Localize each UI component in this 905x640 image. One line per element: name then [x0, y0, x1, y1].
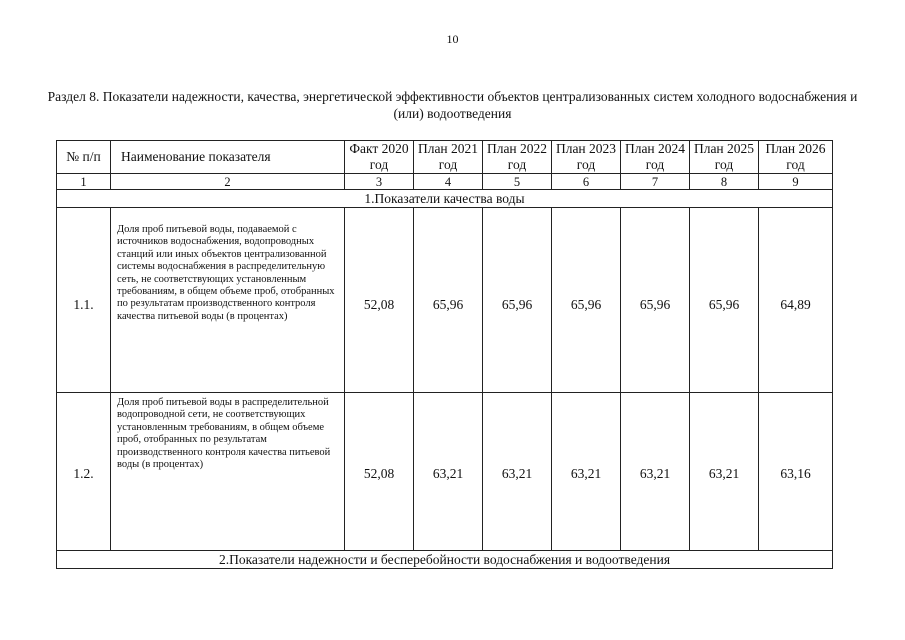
row-indicator-name: Доля проб питьевой воды, подаваемой с источников водоснабжения, водопроводных станций или иных объектов централизованной системы водоснабжения в распределительную сеть, не соответствующих установленным требованиям, в общем объеме проб, отобранных по результатам производственного контроля качества питьевой воды (в процентах) — [111, 208, 345, 393]
table-row — [57, 208, 833, 393]
group-row-reliability — [57, 551, 833, 569]
row-value: 65,96 — [483, 208, 552, 393]
column-number: 6 — [552, 174, 621, 190]
header-plan-2023: План 2023 год — [552, 141, 621, 174]
row-value: 52,08 — [345, 393, 414, 551]
row-value: 63,21 — [414, 393, 483, 551]
row-id: 1.2. — [57, 393, 111, 551]
row-value: 65,96 — [621, 208, 690, 393]
row-value: 65,96 — [552, 208, 621, 393]
header-indicator-name: Наименование показателя — [111, 141, 345, 174]
header-plan-2026: План 2026 год — [759, 141, 833, 174]
column-number: 9 — [759, 174, 833, 190]
group-row-water-quality — [57, 190, 833, 208]
section-title: Раздел 8. Показатели надежности, качества, энергетической эффективности объектов централизованных систем холодного водоснабжения и (или) водоотведения — [47, 89, 858, 121]
row-value: 63,21 — [621, 393, 690, 551]
row-id: 1.1. — [57, 208, 111, 393]
table-header-row — [57, 141, 833, 174]
column-number: 2 — [111, 174, 345, 190]
column-number-row — [57, 174, 833, 190]
header-plan-2022: План 2022 год — [483, 141, 552, 174]
header-number: № п/п — [57, 141, 111, 174]
row-value: 65,96 — [690, 208, 759, 393]
column-number: 5 — [483, 174, 552, 190]
table-row — [57, 393, 833, 551]
row-value: 63,16 — [759, 393, 833, 551]
group-heading: 1.Показатели качества воды — [57, 190, 833, 208]
row-indicator-name: Доля проб питьевой воды в распределительной водопроводной сети, не соответствующих установленным требованиям, в общем объеме проб, отобранных по результатам производственного контроля качества питьевой воды (в процентах) — [111, 393, 345, 551]
row-value: 52,08 — [345, 208, 414, 393]
column-number: 3 — [345, 174, 414, 190]
header-plan-2021: План 2021 год — [414, 141, 483, 174]
page-number: 10 — [446, 32, 459, 46]
row-value: 63,21 — [552, 393, 621, 551]
row-value: 63,21 — [483, 393, 552, 551]
row-value: 64,89 — [759, 208, 833, 393]
column-number: 4 — [414, 174, 483, 190]
column-number: 1 — [57, 174, 111, 190]
header-plan-2025: План 2025 год — [690, 141, 759, 174]
header-plan-2024: План 2024 год — [621, 141, 690, 174]
column-number: 7 — [621, 174, 690, 190]
header-fact-2020: Факт 2020 год — [345, 141, 414, 174]
row-value: 65,96 — [414, 208, 483, 393]
indicators-table — [56, 140, 833, 569]
group-heading: 2.Показатели надежности и бесперебойности водоснабжения и водоотведения — [57, 551, 833, 569]
column-number: 8 — [690, 174, 759, 190]
row-value: 63,21 — [690, 393, 759, 551]
